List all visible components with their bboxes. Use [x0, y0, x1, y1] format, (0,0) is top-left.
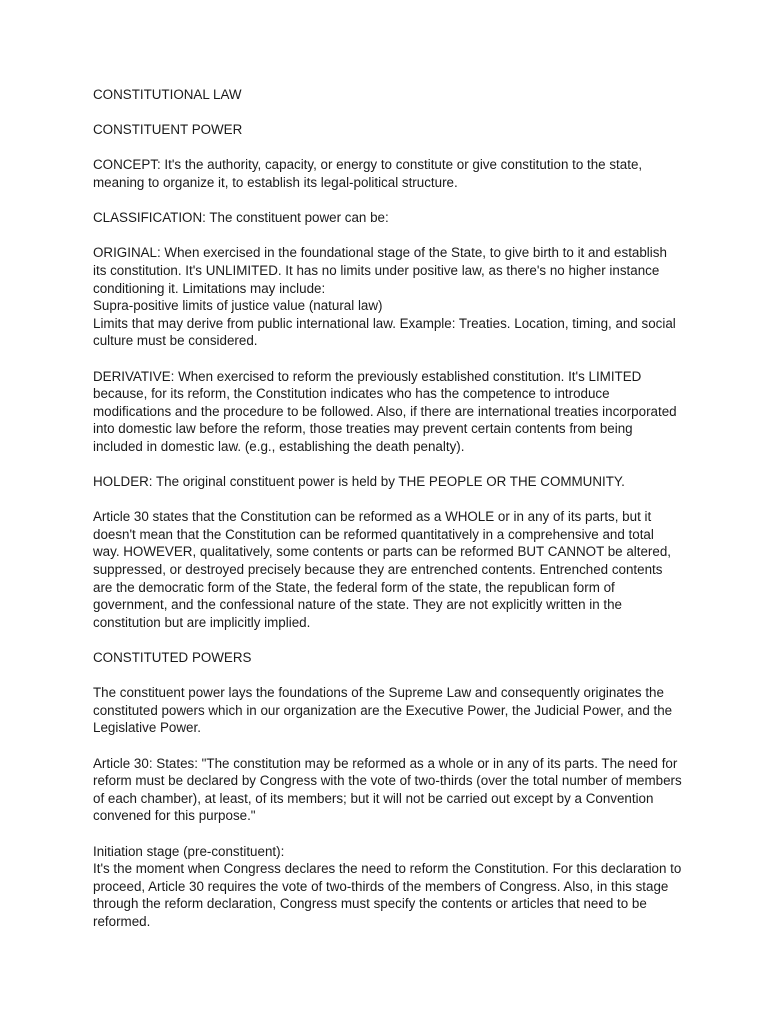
initiation-block	[93, 843, 683, 931]
original-paragraph: ORIGINAL: When exercised in the foundational stage of the State, to give birth to it and establish its constitution. It's UNLIMITED. It has no limits under positive law, as there's no higher instance conditioning it. Limitations may include:	[93, 245, 667, 296]
document-title: CONSTITUTIONAL LAW	[93, 87, 242, 102]
original-limit-international-law: Limits that may derive from public international law. Example: Treaties. Location, timing, and social culture must be considered.	[93, 315, 676, 349]
constituted-powers-paragraph: The constituent power lays the foundations of the Supreme Law and consequently originates the constituted powers which in our organization are the Executive Power, the Judicial Power, and the Legislative Power.	[93, 685, 673, 736]
article-30-reform-paragraph: Article 30 states that the Constitution can be reformed as a WHOLE or in any of its parts, but it doesn't mean that the Constitution can be reformed quantitatively in a comprehensive and total way. HOWEVER, qualitatively, some contents or parts can be reformed BUT CANNOT be altered, suppressed, or destroyed precisely because they are entrenched contents. Entrenched contents are the democratic form of the State, the federal form of the state, the republican form of government, and the confessional nature of the state. They are not explicitly written in the constitution but are implicitly implied.	[93, 509, 672, 630]
original-block	[93, 244, 683, 350]
section-heading-constituent-power: CONSTITUENT POWER	[93, 122, 243, 138]
section-heading-constituted-powers: CONSTITUTED POWERS	[93, 650, 252, 665]
initiation-heading: Initiation stage (pre-constituent):	[93, 843, 285, 859]
concept-paragraph: CONCEPT: It's the authority, capacity, or energy to constitute or give constitution to the state, meaning to organize it, to establish its legal-political structure.	[93, 157, 643, 190]
initiation-paragraph: It's the moment when Congress declares the need to reform the Constitution. For this declaration to proceed, Article 30 requires the vote of two-thirds of the members of Congress. Also, in this stage through the reform declaration, Congress must specify the contents or articles that need to be reformed.	[93, 861, 682, 929]
classification-paragraph: CLASSIFICATION: The constituent power can be:	[93, 210, 389, 226]
article-30-quote-paragraph: Article 30: States: "The constitution may be reformed as a whole or in any of its parts. The need for reform must be declared by Congress with the vote of two-thirds (over the total number of members of each chamber), at least, of its members; but it will not be carried out except by a Convention convened for this purpose."	[93, 755, 682, 824]
original-limit-natural-law: Supra-positive limits of justice value (natural law)	[93, 298, 383, 314]
derivative-paragraph: DERIVATIVE: When exercised to reform the previously established constitution. It's LIMITED because, for its reform, the Constitution indicates who has the competence to introduce modifications and the procedure to be followed. Also, if there are international treaties incorporated into domestic law before the reform, those treaties may prevent certain contents from being included in domestic law. (e.g., establishing the death penalty).	[93, 368, 677, 454]
holder-paragraph: HOLDER: The original constituent power is held by THE PEOPLE OR THE COMMUNITY.	[93, 474, 625, 490]
document-body	[93, 86, 683, 948]
